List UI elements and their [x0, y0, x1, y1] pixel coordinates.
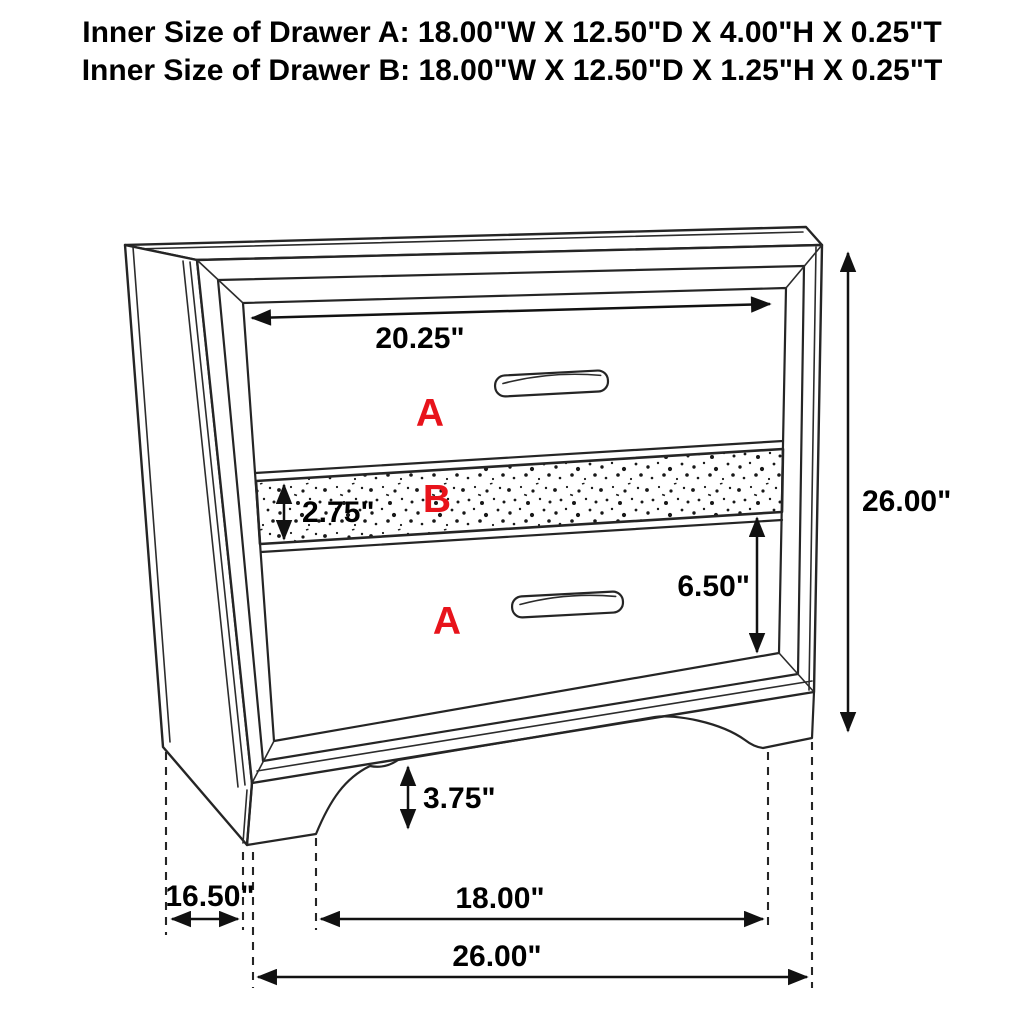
- dim-side-depth: [165, 880, 254, 919]
- dimension-label: 16.50": [165, 880, 255, 913]
- dimension-label: 3.75": [423, 782, 496, 815]
- bottom-drawer-label: A: [432, 600, 462, 643]
- dimension-label: 6.50": [677, 570, 750, 603]
- drawer-a-size-text: Inner Size of Drawer A: 18.00"W X 12.50"D X 4.00"H X 0.25"T: [82, 16, 942, 49]
- middle-drawer-label: B: [422, 478, 452, 521]
- dim-overall-height: [848, 253, 951, 731]
- dim-foot-height: [408, 767, 496, 828]
- drawer-b-size-text: Inner Size of Drawer B: 18.00"W X 12.50"D X 1.25"H X 0.25"T: [81, 54, 943, 87]
- top-drawer-label: A: [415, 392, 445, 435]
- nightstand-body: [125, 227, 822, 845]
- dimension-label: 18.00": [455, 882, 545, 915]
- dimension-label: 20.25": [375, 322, 465, 355]
- dim-overall-width: [258, 940, 807, 977]
- dimension-label: 26.00": [862, 485, 952, 518]
- dimension-label: 2.75": [302, 496, 375, 529]
- dimension-label: 26.00": [452, 940, 542, 973]
- dim-between-feet-width: [321, 882, 763, 919]
